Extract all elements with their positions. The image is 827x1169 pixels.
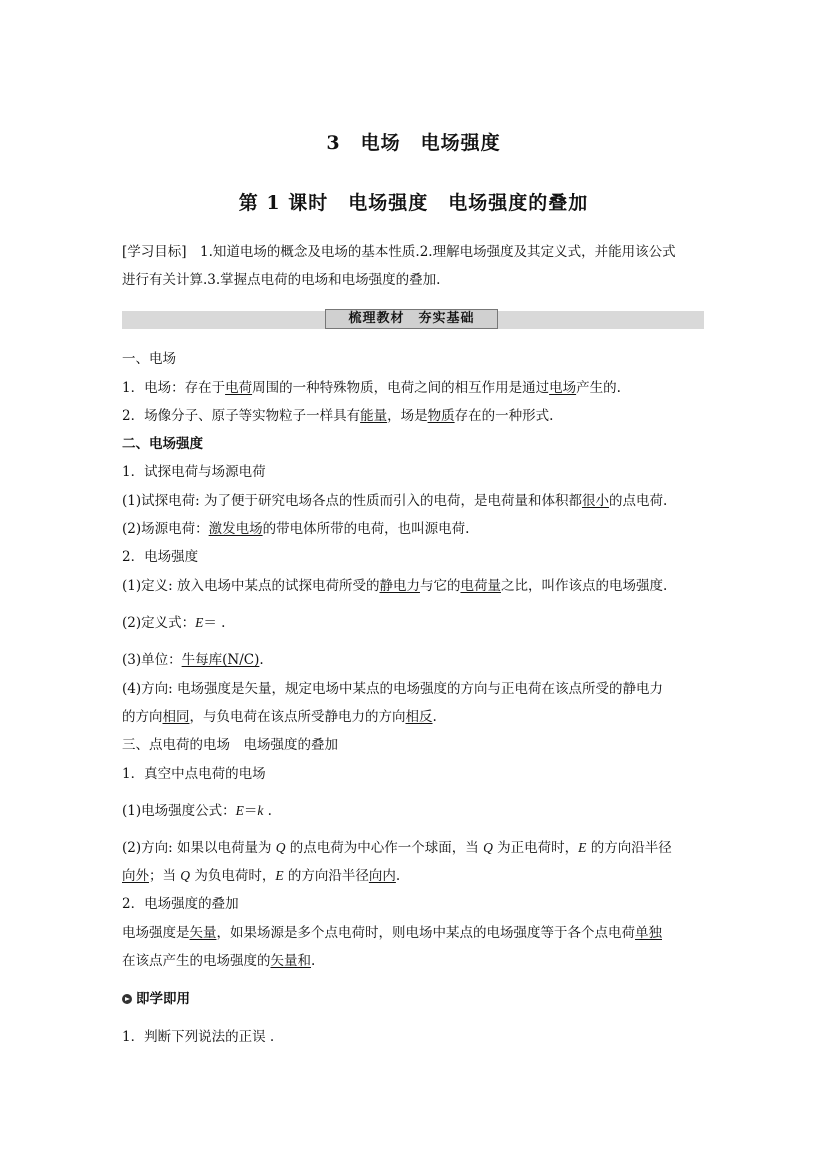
section-1-heading: 一、电场 [122, 351, 176, 367]
s3-subheading-1: 1．真空中点电荷的电场 [122, 766, 266, 782]
s1-line-2: 2．场像分子、原子等实物粒子一样具有能量，场是物质存在的一种形式. [122, 408, 554, 424]
section-2-heading: 二、电场强度 [122, 436, 203, 452]
learning-goals-line-2: 进行有关计算.3.掌握点电荷的电场和电场强度的叠加. [122, 272, 441, 288]
s2-direction-1: (4)方向: 电场强度是矢量，规定电场中某点的电场强度的方向与正电荷在该点所受的静电力 [122, 681, 663, 697]
s3-formula: (1)电场强度公式：E＝k . [122, 803, 272, 819]
learning-goals-line-1: [学习目标] 1.知道电场的概念及电场的基本性质.2.理解电场强度及其定义式，并能用该公式 [122, 244, 676, 260]
question-1: 1．判断下列说法的正误 . [122, 1029, 275, 1045]
lesson-subtitle: 第 1 课时 电场强度 电场强度的叠加 [238, 192, 589, 214]
s2-definition: (1)定义: 放入电场中某点的试探电荷所受的静电力与它的电荷量之比，叫作该点的电场强度. [122, 578, 668, 594]
play-circle-icon [122, 994, 132, 1004]
s3-direction-2: 向外；当 Q 为负电荷时，E 的方向沿半径向内. [122, 868, 401, 884]
banner-box [325, 309, 498, 329]
s3-superposition-1: 电场强度是矢量，如果场源是多个点电荷时，则电场中某点的电场强度等于各个点电荷单独 [122, 925, 662, 941]
s2-unit: (3)单位：牛每库(N/C). [122, 652, 264, 668]
s2-p1: (1)试探电荷: 为了便于研究电场各点的性质而引入的电荷，是电荷量和体积都很小的点电荷. [122, 493, 668, 509]
lesson-title: 3 电场 电场强度 [326, 132, 501, 154]
s2-direction-2: 的方向相同，与负电荷在该点所受静电力的方向相反. [122, 709, 437, 725]
goals-tag: [学习目标] [122, 244, 187, 260]
banner-text: 梳理教材 夯实基础 [348, 311, 475, 326]
s3-subheading-2: 2．电场强度的叠加 [122, 896, 239, 912]
s3-direction-1: (2)方向: 如果以电荷量为 Q 的点电荷为中心作一个球面，当 Q 为正电荷时，E 的方向沿半径 [122, 840, 672, 856]
section-banner [122, 311, 704, 329]
s2-subheading-1: 1．试探电荷与场源电荷 [122, 464, 266, 480]
s2-p2: (2)场源电荷：激发电场的带电体所带的电荷，也叫源电荷. [122, 521, 470, 537]
s2-formula: (2)定义式：E＝ . [122, 615, 226, 631]
s1-line-1: 1．电场：存在于电荷周围的一种特殊物质，电荷之间的相互作用是通过电场产生的. [122, 380, 621, 396]
section-3-heading: 三、点电荷的电场 电场强度的叠加 [122, 737, 338, 753]
s2-subheading-2: 2．电场强度 [122, 549, 199, 565]
practice-heading: 即学即用 [122, 989, 190, 1009]
s3-superposition-2: 在该点产生的电场强度的矢量和. [122, 953, 316, 969]
